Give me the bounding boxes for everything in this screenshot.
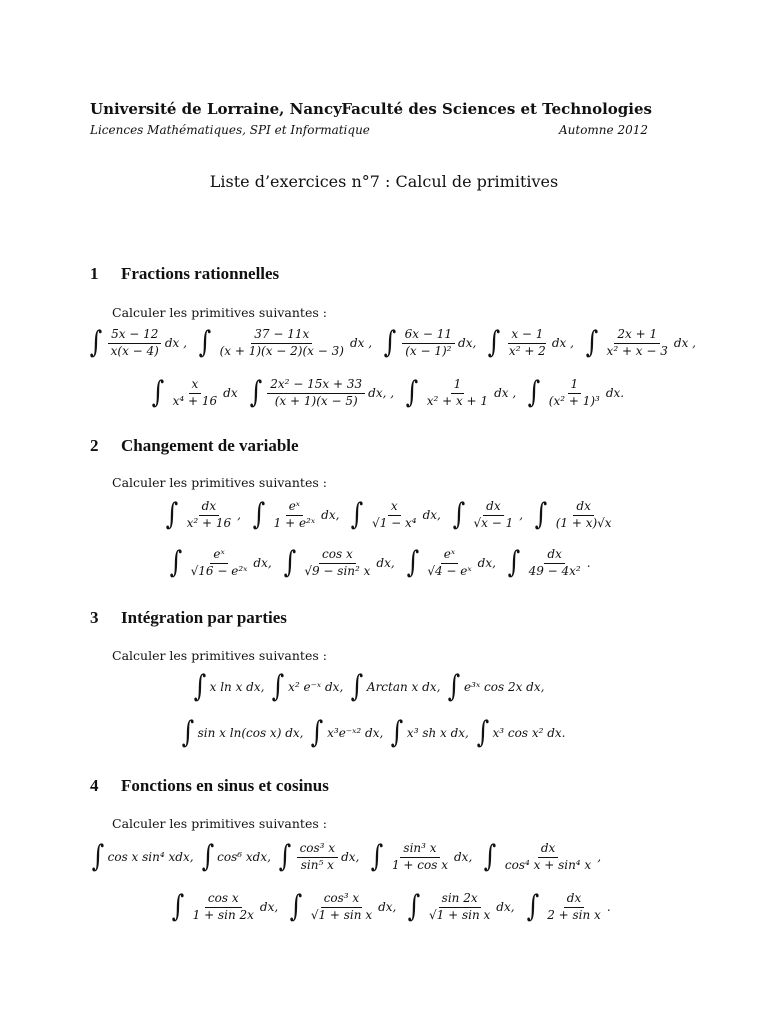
numerator: 1 (451, 378, 465, 394)
integral-expression (88, 325, 191, 361)
differential: , (597, 850, 602, 865)
integral-sign-icon: ∫ (283, 545, 296, 581)
integral-expression (282, 545, 399, 581)
integrand-fraction (553, 500, 615, 531)
integral-sign-icon: ∫ (272, 669, 285, 704)
integral-expression (164, 497, 245, 533)
integral-expression (349, 497, 444, 533)
integral-expression (197, 325, 376, 361)
denominator: √16 − e²ˣ (190, 563, 248, 578)
numerator: eˣ (286, 500, 303, 516)
integrand-fraction (389, 842, 451, 873)
denominator: √4 − eˣ (427, 563, 472, 578)
integrand: cos x sin⁴ xdx, (107, 850, 194, 865)
denominator: √1 + sin x (429, 907, 491, 922)
numerator: cos x (205, 892, 242, 908)
integrand-fraction (546, 378, 603, 409)
integral-expression (180, 715, 304, 750)
integral-expression (309, 715, 384, 750)
integral-expression (406, 889, 518, 925)
integral-expression (486, 325, 578, 361)
integral-sign-icon: ∫ (165, 497, 179, 533)
differential: dx, (253, 556, 272, 571)
denominator: 49 − 4x² (528, 563, 581, 578)
integral-expression (526, 375, 628, 411)
integrand-fraction (190, 892, 257, 923)
integral-sign-icon: ∫ (390, 715, 404, 750)
integral-sign-icon: ∫ (483, 839, 497, 875)
numerator: 6x − 11 (402, 328, 455, 344)
section-title: Intégration par parties (121, 608, 287, 627)
denominator: (x² + 1)³ (548, 393, 600, 408)
numerator: dx (573, 500, 593, 516)
denominator: x⁴ + 16 (172, 393, 218, 408)
integral-row (88, 325, 706, 361)
denominator: √1 + sin x (310, 907, 373, 922)
differential: dx , (349, 336, 373, 351)
integral-sign-icon: ∫ (311, 715, 324, 750)
integral-row (164, 497, 628, 533)
section-heading (90, 776, 329, 796)
integral-sign-icon: ∫ (534, 497, 548, 533)
integral-sign-icon: ∫ (201, 839, 214, 875)
integral-row (168, 545, 601, 581)
numerator: 2x + 1 (614, 328, 660, 344)
differential: dx, (341, 850, 360, 865)
numerator: eˣ (210, 548, 227, 564)
integral-expression (270, 669, 344, 704)
differential: dx, (321, 508, 340, 523)
differential: dx , (494, 386, 517, 401)
differential: , (237, 508, 241, 523)
denominator: (1 + x)√x (555, 515, 612, 530)
denominator: √x − 1 (473, 515, 514, 530)
numerator: 1 (568, 378, 582, 394)
numerator: cos³ x (297, 842, 339, 858)
integral-sign-icon: ∫ (350, 669, 364, 704)
denominator: x(x − 4) (110, 343, 159, 358)
numerator: dx (538, 842, 558, 858)
integral-expression (288, 889, 400, 925)
integrand-fraction (424, 548, 474, 579)
section-instruction: Calculer les primitives suivantes : (112, 305, 327, 320)
integrand-fraction (502, 842, 594, 873)
integral-sign-icon: ∫ (526, 889, 539, 925)
integral-expression (349, 669, 441, 704)
integrand: x ln x dx, (209, 680, 265, 694)
numerator: dx (544, 548, 564, 564)
integrand-fraction (471, 500, 517, 531)
section-title: Changement de variable (121, 436, 299, 455)
integral-sign-icon: ∫ (151, 375, 165, 411)
denominator: x² + x − 3 (606, 343, 668, 358)
differential: dx, (422, 508, 441, 523)
denominator: 1 + cos x (391, 857, 448, 872)
integrand-fraction (217, 328, 347, 359)
integral-row (90, 839, 611, 875)
integral-sign-icon: ∫ (289, 889, 303, 925)
integrand-fraction (402, 328, 455, 359)
integral-expression (382, 325, 480, 361)
section-heading (90, 608, 287, 628)
integral-expression (170, 889, 282, 925)
section-instruction: Calculer les primitives suivantes : (112, 816, 327, 831)
section-heading (90, 264, 279, 284)
integrand-fraction (544, 892, 604, 923)
differential: dx , (164, 336, 187, 351)
integrand: cos⁶ xdx, (217, 850, 271, 865)
integrand: x³e⁻ˣ² dx, (327, 726, 384, 740)
section-title: Fractions rationnelles (121, 264, 280, 283)
integrand-fraction (526, 548, 584, 579)
integral-expression (150, 375, 242, 411)
integrand-fraction (271, 500, 319, 531)
integral-expression (404, 375, 520, 411)
section-number: 1 (90, 264, 99, 283)
differential: dx. (605, 386, 625, 401)
integral-sign-icon: ∫ (447, 669, 461, 704)
integral-sign-icon: ∫ (405, 375, 419, 411)
integral-expression (251, 497, 343, 533)
integrand-fraction (184, 500, 235, 531)
integral-expression (482, 839, 605, 875)
differential: dx, (477, 556, 496, 571)
numerator: 5x − 12 (108, 328, 161, 344)
differential: dx, (454, 850, 473, 865)
integral-sign-icon: ∫ (487, 325, 501, 361)
integrand-fraction (424, 378, 491, 409)
differential: dx , (673, 336, 696, 351)
integral-expression (168, 545, 276, 581)
sheet-title: Liste d’exercices n°7 : Calcul de primitives (209, 172, 559, 191)
differential: dx (223, 386, 238, 401)
integrand-fraction (506, 328, 549, 359)
integral-sign-icon: ∫ (198, 325, 212, 361)
integral-expression (506, 545, 595, 581)
integral-expression (200, 839, 271, 875)
integral-sign-icon: ∫ (370, 839, 384, 875)
numerator: 2x² − 15x + 33 (267, 378, 365, 394)
integrand: x² e⁻ˣ dx, (288, 680, 344, 694)
differential: dx, (376, 556, 395, 571)
section-heading (90, 436, 299, 456)
denominator: cos⁴ x + sin⁴ x (504, 857, 592, 872)
denominator: 1 + sin 2x (192, 907, 254, 922)
integrand-fraction (267, 378, 365, 409)
program-name: Licences Mathématiques, SPI et Informatique (90, 123, 370, 137)
numerator: x (388, 500, 401, 516)
denominator: x² + 16 (186, 515, 232, 530)
integral-row (192, 669, 550, 704)
integrand-fraction (108, 328, 162, 359)
integral-row (150, 375, 634, 411)
denominator: 2 + sin x (547, 907, 601, 922)
denominator: (x − 1)² (405, 343, 452, 358)
integral-sign-icon: ∫ (585, 325, 598, 361)
integral-expression (277, 839, 363, 875)
integral-row (180, 715, 571, 750)
integrand-fraction (604, 328, 671, 359)
integral-expression (389, 715, 469, 750)
integral-expression (446, 669, 545, 704)
differential: dx, (259, 900, 279, 915)
denominator: (x + 1)(x − 2)(x − 3) (219, 343, 344, 358)
denominator: x² + x + 1 (426, 393, 489, 408)
integral-expression (248, 375, 398, 411)
integral-sign-icon: ∫ (171, 889, 185, 925)
integrand: x³ cos x² dx. (492, 726, 566, 740)
integral-sign-icon: ∫ (452, 497, 465, 533)
integral-expression (192, 669, 265, 704)
integrand-fraction (301, 548, 373, 579)
denominator: sin⁵ x (300, 857, 334, 872)
section-instruction: Calculer les primitives suivantes : (112, 648, 327, 663)
numerator: x (189, 378, 202, 394)
section-number: 4 (90, 776, 99, 795)
section-instruction: Calculer les primitives suivantes : (112, 475, 327, 490)
integrand: Arctan x dx, (366, 680, 441, 694)
numerator: cos³ x (321, 892, 363, 908)
denominator: 1 + e²ˣ (273, 515, 316, 530)
integral-sign-icon: ∫ (278, 839, 292, 875)
numerator: 37 − 11x (251, 328, 312, 344)
integrand: sin x ln(cos x) dx, (197, 726, 304, 740)
denominator: (x + 1)(x − 5) (274, 393, 358, 408)
integral-sign-icon: ∫ (252, 497, 266, 533)
numerator: cos x (319, 548, 356, 564)
integrand-fraction (170, 378, 221, 409)
differential: dx, (458, 336, 477, 351)
integral-sign-icon: ∫ (507, 545, 520, 581)
denominator: √9 − sin² x (304, 563, 371, 578)
integral-sign-icon: ∫ (350, 497, 364, 533)
university-name: Université de Lorraine, Nancy (90, 100, 342, 118)
numerator: dx (199, 500, 219, 516)
section-number: 2 (90, 436, 99, 455)
numerator: sin³ x (400, 842, 439, 858)
integral-expression (90, 839, 194, 875)
integrand: e³ˣ cos 2x dx, (464, 680, 545, 694)
section-title: Fonctions en sinus et cosinus (121, 776, 329, 795)
integrand: x³ sh x dx, (406, 726, 469, 740)
integral-expression (451, 497, 527, 533)
integral-sign-icon: ∫ (249, 375, 262, 411)
integral-sign-icon: ∫ (406, 545, 419, 581)
integrand-fraction (297, 842, 339, 873)
differential: . (586, 556, 591, 571)
integral-expression (525, 889, 615, 925)
integral-sign-icon: ∫ (193, 669, 207, 704)
differential: dx , (551, 336, 574, 351)
denominator: √1 − x⁴ (372, 515, 417, 530)
numerator: sin 2x (439, 892, 481, 908)
integrand-fraction (308, 892, 375, 923)
integral-sign-icon: ∫ (181, 715, 195, 750)
integral-sign-icon: ∫ (91, 839, 105, 875)
integral-expression (369, 839, 476, 875)
integral-sign-icon: ∫ (89, 325, 103, 361)
integral-expression (475, 715, 566, 750)
differential: dx, (378, 900, 397, 915)
differential: dx, (496, 900, 515, 915)
numerator: dx (483, 500, 503, 516)
integral-sign-icon: ∫ (476, 715, 489, 750)
integral-row (170, 889, 621, 925)
integrand-fraction (369, 500, 420, 531)
section-number: 3 (90, 608, 99, 627)
differential: , (519, 508, 524, 523)
integral-sign-icon: ∫ (383, 325, 397, 361)
integral-expression (533, 497, 622, 533)
integral-expression (405, 545, 500, 581)
integral-sign-icon: ∫ (169, 545, 183, 581)
integrand-fraction (426, 892, 493, 923)
differential: . (606, 900, 611, 915)
numerator: dx (564, 892, 584, 908)
numerator: eˣ (441, 548, 458, 564)
integral-sign-icon: ∫ (527, 375, 541, 411)
semester: Automne 2012 (558, 123, 648, 137)
denominator: x² + 2 (508, 343, 546, 358)
integral-expression (584, 325, 700, 361)
differential: dx, , (368, 386, 395, 401)
integrand-fraction (188, 548, 251, 579)
numerator: x − 1 (508, 328, 546, 344)
integral-sign-icon: ∫ (407, 889, 421, 925)
faculty-name: Faculté des Sciences et Technologies (341, 100, 652, 118)
